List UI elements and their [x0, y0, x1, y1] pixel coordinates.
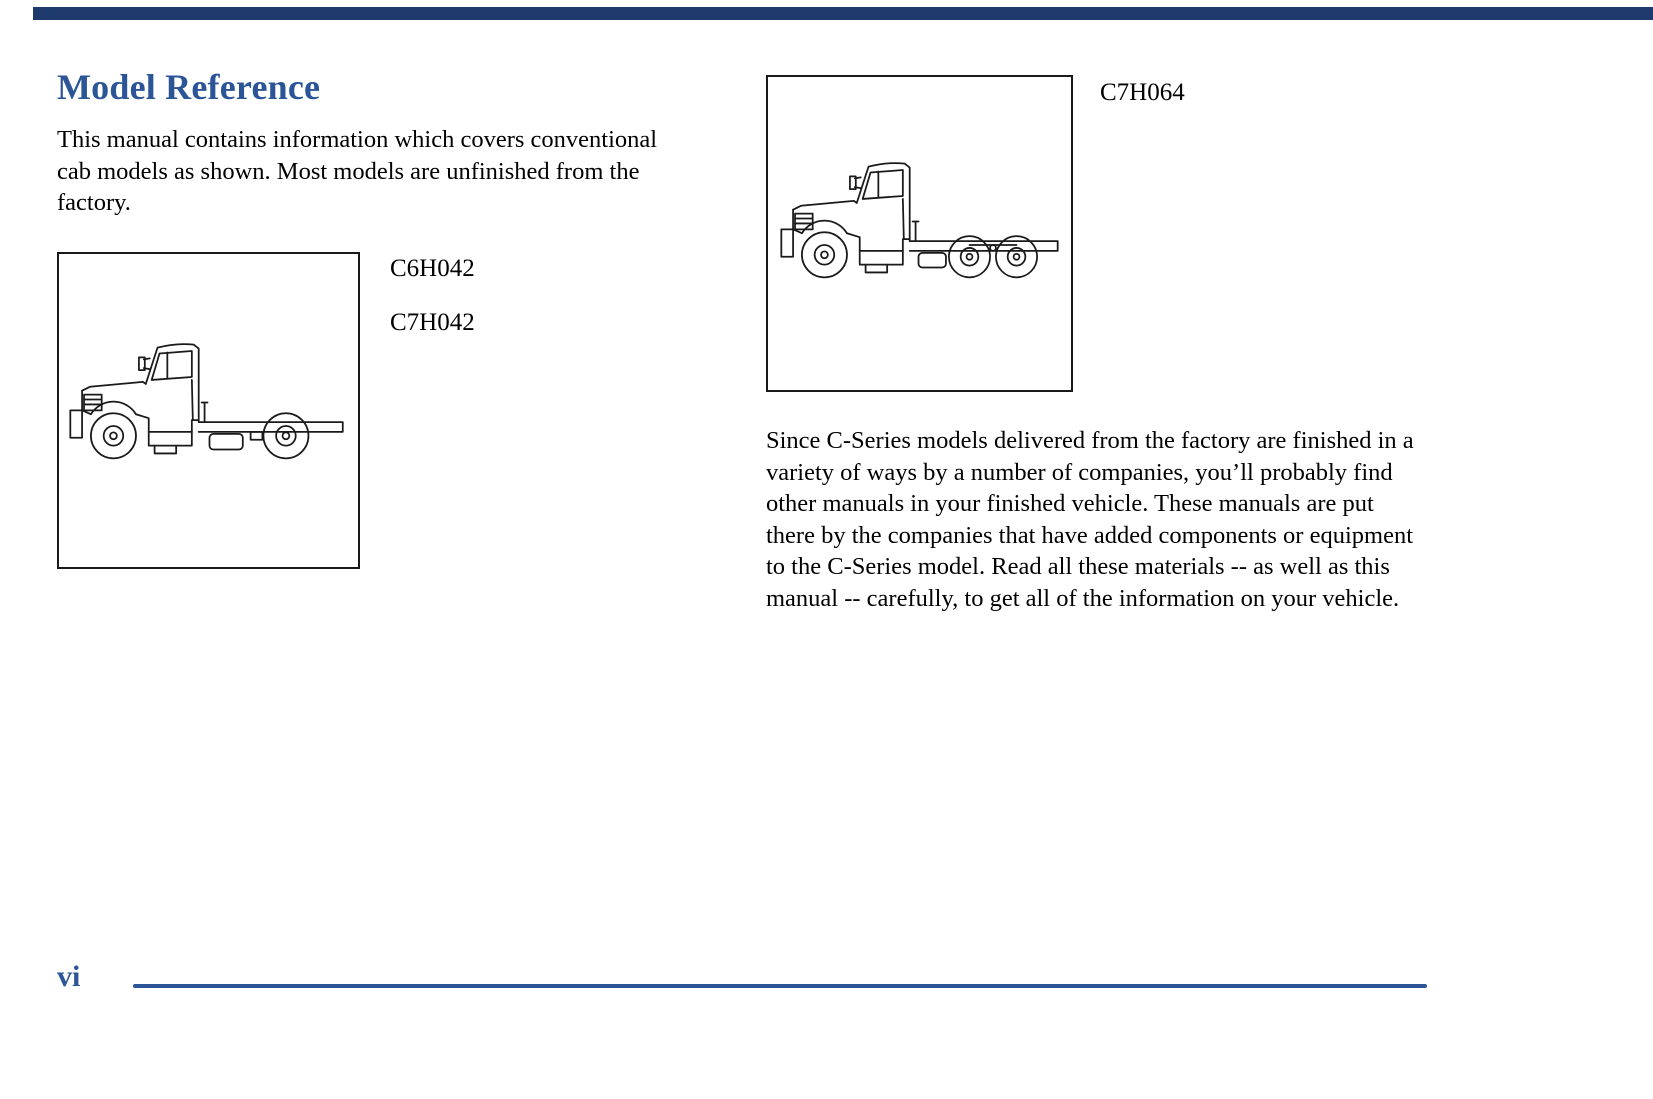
- figure-left-labels: [390, 254, 475, 362]
- figure-box-right: [766, 75, 1073, 392]
- truck-tandem-rear-axle-drawing: [777, 147, 1062, 294]
- intro-paragraph: This manual contains information which covers conventional cab models as shown. Most models are unfinished from the factory.: [57, 126, 658, 216]
- page-title: Model Reference: [57, 67, 321, 107]
- figure-box-left: [57, 252, 360, 569]
- model-label: C7H042: [390, 309, 475, 336]
- figure-right-labels: [1100, 78, 1185, 107]
- footer-rule: [133, 984, 1427, 988]
- body-paragraph: Since C-Series models delivered from the factory are finished in a variety of ways by a number of companies, you’ll probably find other manuals in your finished vehicle. These manuals are put there by the companies that have added components or equipment to the C-Series model. Read all these materials -- as well as this manual -- carefully, to get all of the information on your vehicle.: [766, 427, 1414, 612]
- top-divider-bar: [33, 7, 1653, 20]
- page-number: vi: [57, 960, 81, 993]
- model-label: C7H064: [1100, 79, 1185, 106]
- truck-single-rear-axle-drawing: [66, 328, 351, 475]
- model-label: C6H042: [390, 255, 475, 282]
